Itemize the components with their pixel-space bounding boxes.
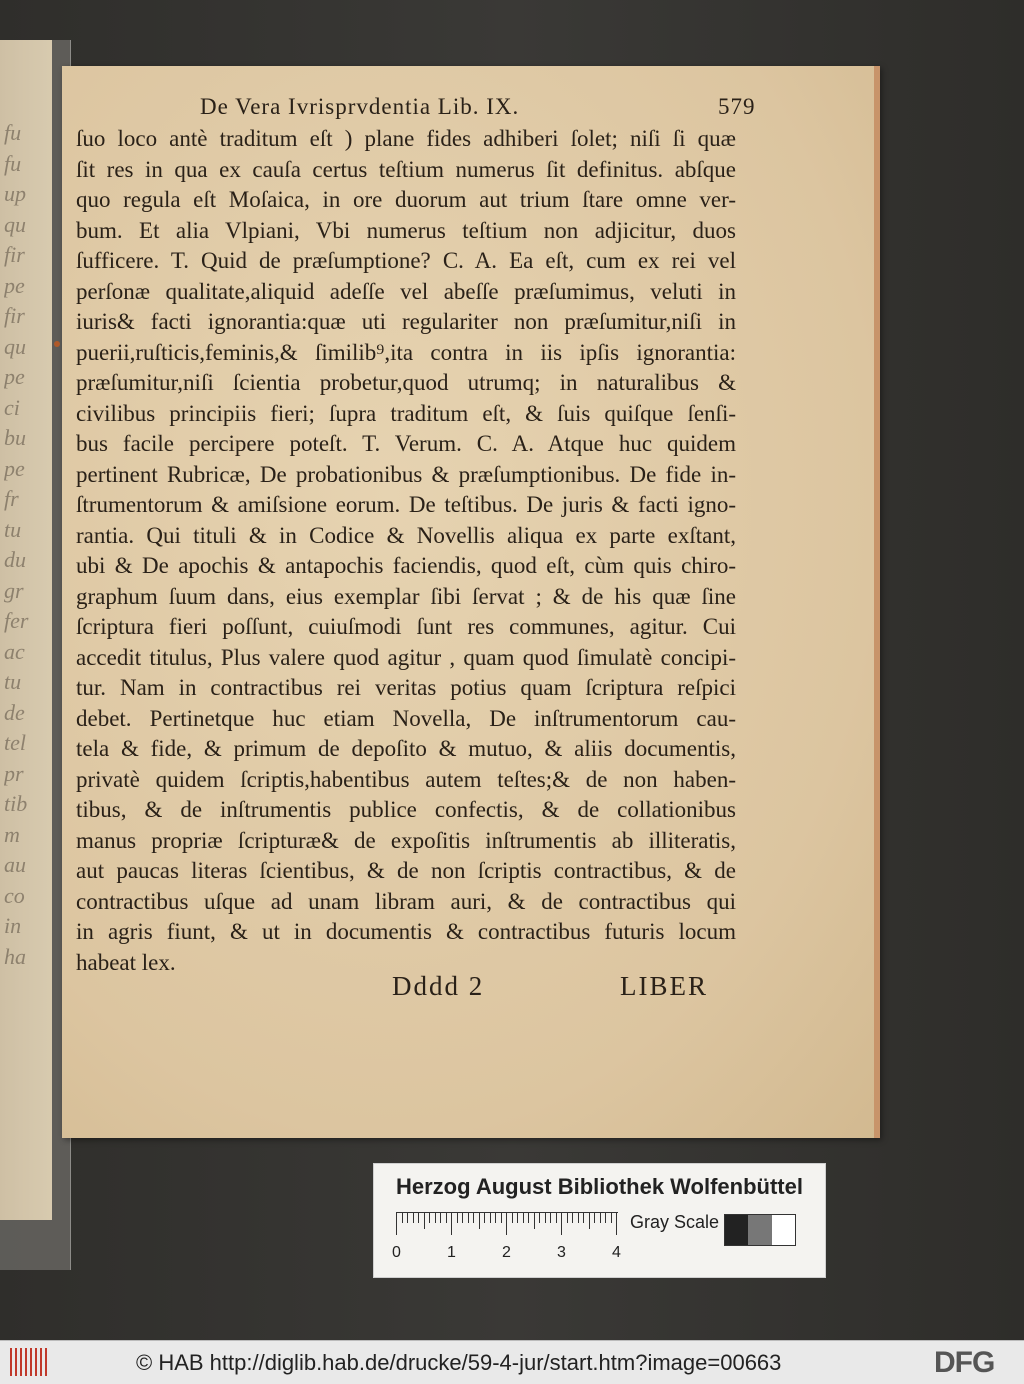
book-page bbox=[62, 66, 880, 1138]
footer-bar bbox=[0, 1340, 1024, 1384]
ruler-tick bbox=[473, 1213, 474, 1223]
ruler-tick bbox=[605, 1213, 606, 1223]
hab-logo-icon bbox=[10, 1348, 50, 1376]
previous-page-fragment: fir bbox=[4, 303, 25, 328]
text-line: manus propriæ ſcripturæ& de expoſitis inſtrumentis ab illiteratis, bbox=[76, 827, 736, 853]
previous-page-fragment: fr bbox=[4, 486, 19, 511]
previous-page-fragment: up bbox=[4, 181, 26, 206]
text-line: ſit res in qua ex cauſa certus teſtium numerus ſit definitus. abſque bbox=[76, 156, 736, 182]
ruler-tick bbox=[396, 1213, 397, 1235]
ruler-number: 2 bbox=[502, 1244, 511, 1261]
previous-page-fragment: pe bbox=[4, 272, 25, 298]
ruler-tick bbox=[512, 1213, 513, 1223]
text-line: graphum ſuum dans, eius exemplar ſibi ſervat ; & de his quæ ſine bbox=[76, 583, 736, 609]
previous-page-fragment: co bbox=[4, 882, 25, 908]
ruler-tick bbox=[600, 1213, 601, 1223]
previous-page-fragment: fu bbox=[4, 120, 22, 145]
previous-page-fragment: au bbox=[4, 852, 26, 877]
ruler-tick bbox=[484, 1213, 485, 1223]
text-line: bus facile percipere poteſt. T. Verum. C. A. Atque huc quidem bbox=[76, 431, 736, 456]
ruler-tick bbox=[528, 1213, 529, 1223]
ruler-tick bbox=[429, 1213, 430, 1223]
text-line: perſonæ qualitate,aliquid adeſſe vel abeſſe præſumimus, veluti in bbox=[76, 278, 736, 304]
page-number: 579 bbox=[718, 94, 756, 119]
ruler-tick bbox=[556, 1213, 557, 1223]
library-label bbox=[373, 1163, 826, 1278]
ruler-tick bbox=[413, 1213, 414, 1223]
ruler-number: 1 bbox=[447, 1244, 456, 1261]
text-line: iuris& facti ignorantia:quæ uti regulariter non præſumitur,niſi in bbox=[76, 309, 736, 334]
ruler-tick bbox=[517, 1213, 518, 1223]
running-title: De Vera Ivrisprvdentia Lib. IX. bbox=[200, 94, 520, 119]
text-line: quo regula eſt Moſaica, in ore duorum aut trium ſtare omne ver- bbox=[76, 187, 736, 212]
ruler-tick bbox=[451, 1213, 452, 1235]
ruler-tick bbox=[479, 1213, 480, 1229]
previous-page-fragment: pr bbox=[4, 760, 24, 786]
ruler-tick bbox=[523, 1213, 524, 1223]
text-line: ſuo loco antè traditum eſt ) plane fides adhiberi ſolet; niſi ſi quæ bbox=[76, 126, 736, 151]
previous-page-fragment: tu bbox=[4, 516, 22, 542]
previous-page-fragment: ac bbox=[4, 638, 25, 664]
body-text bbox=[76, 124, 736, 978]
previous-page-fragment: bu bbox=[4, 425, 26, 450]
text-line: præſumitur,niſi ſcientia probetur,quod utrumq; in naturalibus & bbox=[76, 370, 736, 395]
text-line: rantia. Qui tituli & in Codice & Novellis aliqua ex parte exſtant, bbox=[76, 522, 736, 548]
previous-page-fragment: tu bbox=[4, 669, 22, 694]
text-line: privatè quidem ſcriptis,habentibus autem teſtes;& de non haben- bbox=[76, 766, 736, 792]
text-line: tela & fide, & primum de depoſito & mutuo, & aliis documentis, bbox=[76, 736, 736, 761]
signature-mark: Dddd 2 bbox=[392, 971, 485, 1001]
previous-page-fragment: gr bbox=[4, 577, 24, 603]
ruler-tick bbox=[534, 1213, 535, 1229]
text-line: ſcriptura fieri poſſunt, cuiuſmodi ſunt res communes, agitur. Cui bbox=[76, 614, 736, 639]
ruler-tick bbox=[490, 1213, 491, 1223]
previous-page-fragment: pe bbox=[4, 455, 25, 481]
library-name: Herzog August Bibliothek Wolfenbüttel bbox=[396, 1174, 803, 1199]
ruler-tick bbox=[539, 1213, 540, 1223]
ruler-number: 3 bbox=[557, 1244, 566, 1261]
ruler-tick bbox=[435, 1213, 436, 1223]
ruler-tick bbox=[550, 1213, 551, 1223]
previous-page-fragment: tel bbox=[4, 730, 26, 755]
ruler-tick bbox=[545, 1213, 546, 1223]
ruler-tick bbox=[402, 1213, 403, 1223]
previous-page-fragment: m bbox=[4, 821, 20, 847]
ruler-tick bbox=[616, 1213, 617, 1235]
ink-stain bbox=[54, 341, 60, 347]
protective-sheet bbox=[0, 40, 71, 1270]
gray-scale-label: Gray Scale bbox=[630, 1212, 720, 1232]
previous-page-fragment: in bbox=[4, 913, 22, 938]
ruler-tick bbox=[561, 1213, 562, 1235]
text-line: bum. Et alia Vlpiani, Vbi numerus teſtium non adjicitur, duos bbox=[76, 217, 736, 243]
text-line: puerii,ruſticis,feminis,& ſimilib⁹,ita contra in iis ipſis ignorantia: bbox=[76, 339, 736, 365]
previous-page-fragment: ci bbox=[4, 394, 20, 420]
ruler-tick bbox=[495, 1213, 496, 1223]
previous-page-fragment: qu bbox=[4, 333, 26, 359]
ruler-tick bbox=[407, 1213, 408, 1223]
text-line: contractibus uſque ad unam libram auri, & de contractibus qui bbox=[76, 888, 736, 914]
previous-page-fragment: qu bbox=[4, 211, 26, 237]
catchword: LIBER bbox=[620, 971, 708, 1001]
text-line: in agris fiunt, & ut in documentis & contractibus futuris locum bbox=[76, 919, 736, 944]
ruler-tick bbox=[501, 1213, 502, 1223]
text-line: aut paucas literas ſcientibus, & de non ſcriptis contractibus, & de bbox=[76, 858, 736, 883]
previous-page-fragment: ha bbox=[4, 943, 26, 969]
text-line: accedit titulus, Plus valere quod agitur , quam quod ſimulatè concipi- bbox=[76, 644, 736, 670]
ruler-number: 4 bbox=[612, 1244, 621, 1261]
text-line: civilibus principiis fieri; ſupra traditum eſt, & ſuis quiſque ſenſi- bbox=[76, 400, 736, 426]
text-line: ubi & De apochis & antapochis faciendis, quod eſt, cùm quis chiro- bbox=[76, 553, 736, 578]
ruler-tick bbox=[468, 1213, 469, 1223]
text-line: debet. Pertinetque huc etiam Novella, De inſtrumentorum cau- bbox=[76, 705, 736, 731]
ruler-tick bbox=[418, 1213, 419, 1223]
text-line: habeat lex. bbox=[76, 949, 176, 975]
text-line: ſufficere. T. Quid de præſumptione? C. A. Ea eſt, cum ex rei vel bbox=[76, 248, 736, 273]
ruler-number: 0 bbox=[392, 1244, 401, 1261]
ruler-tick bbox=[462, 1213, 463, 1223]
running-head bbox=[200, 94, 800, 124]
previous-page-fragment: fir bbox=[4, 242, 25, 267]
text-line: tibus, & de inſtrumentis publice confectis, & de collationibus bbox=[76, 797, 736, 822]
ruler-tick bbox=[457, 1213, 458, 1223]
text-line: pertinent Rubricæ, De probationibus & præſumptionibus. De fide in- bbox=[76, 461, 736, 487]
previous-page-fragment: fer bbox=[4, 608, 29, 633]
ruler-tick bbox=[611, 1213, 612, 1223]
ruler-tick bbox=[446, 1213, 447, 1223]
previous-page-fragment: de bbox=[4, 699, 25, 725]
ruler-tick bbox=[583, 1213, 584, 1223]
dfg-logo: DFG bbox=[934, 1346, 995, 1379]
cm-ruler bbox=[396, 1212, 618, 1235]
ruler-tick bbox=[567, 1213, 568, 1223]
ruler-tick bbox=[506, 1213, 507, 1235]
credit-link[interactable]: © HAB http://diglib.hab.de/drucke/59-4-jur/start.htm?image=00663 bbox=[136, 1350, 782, 1375]
previous-page-fragment: fu bbox=[4, 150, 22, 176]
text-line: ſtrumentorum & amiſsione eorum. De teſtibus. De juris & facti igno- bbox=[76, 492, 736, 517]
gray-scale-swatch bbox=[724, 1214, 796, 1246]
previous-page-fragment: du bbox=[4, 547, 26, 572]
ruler-tick bbox=[572, 1213, 573, 1223]
text-line: tur. Nam in contractibus rei veritas potius quam ſcriptura reſpici bbox=[76, 675, 736, 700]
page-edge bbox=[874, 66, 880, 1138]
ruler-tick bbox=[589, 1213, 590, 1229]
ruler-tick bbox=[440, 1213, 441, 1223]
ruler-tick bbox=[578, 1213, 579, 1223]
ruler-tick bbox=[424, 1213, 425, 1229]
previous-page-fragment: tib bbox=[4, 791, 28, 816]
previous-page-fragment: pe bbox=[4, 364, 25, 389]
ruler-tick bbox=[594, 1213, 595, 1223]
